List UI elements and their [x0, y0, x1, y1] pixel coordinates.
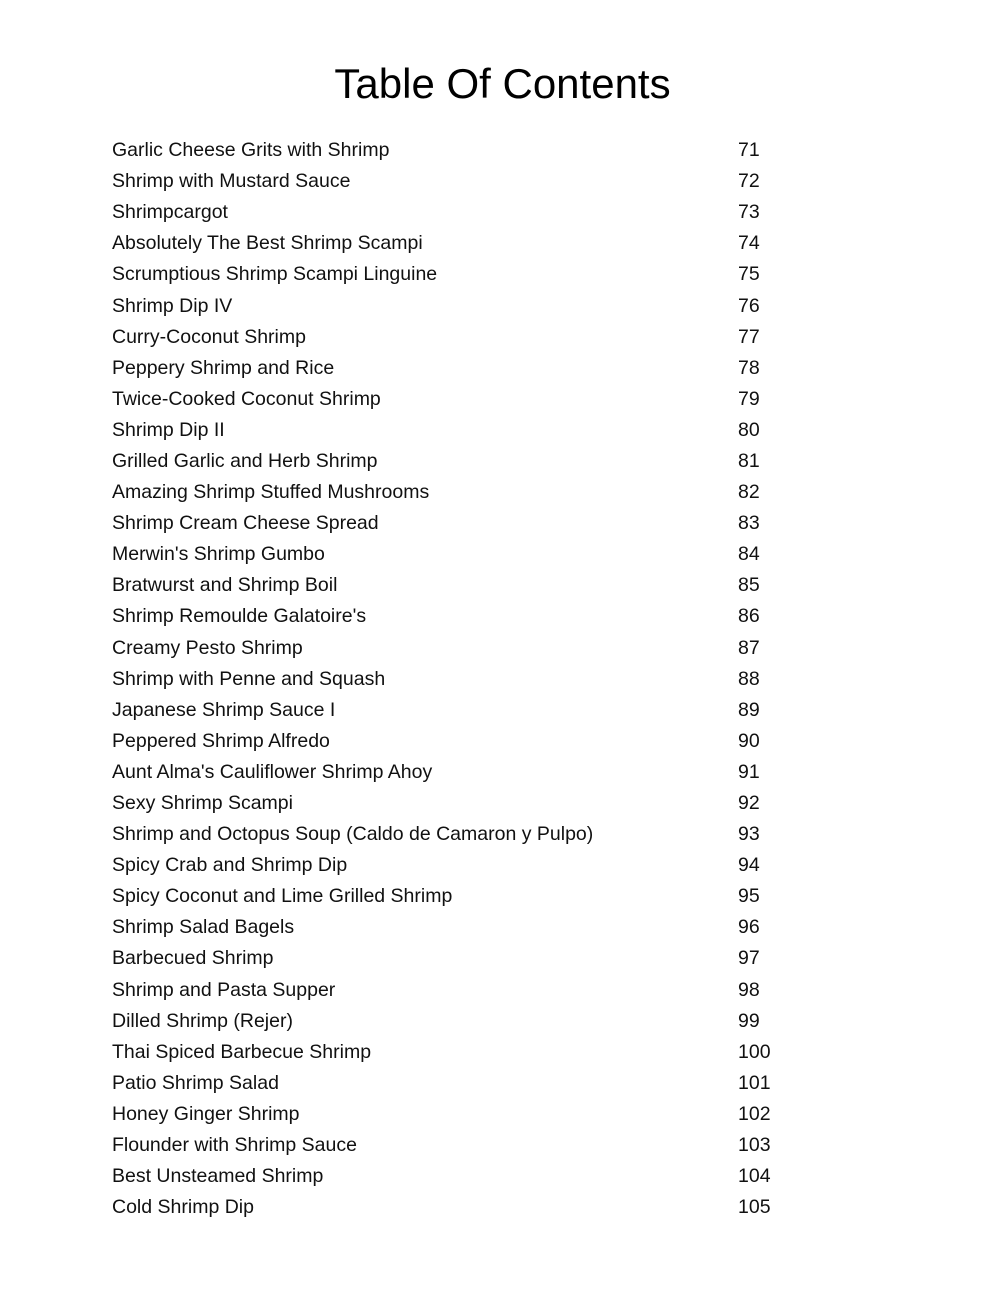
toc-entry-page: 81 — [738, 449, 760, 472]
toc-entry[interactable] — [112, 757, 792, 788]
toc-entry-title: Bratwurst and Shrimp Boil — [112, 574, 338, 597]
toc-entry-page: 76 — [738, 294, 760, 317]
toc-entry-title: Absolutely The Best Shrimp Scampi — [112, 232, 423, 255]
toc-entry-page: 92 — [738, 792, 760, 815]
toc-entry-page: 72 — [738, 170, 760, 193]
toc-entry-page: 96 — [738, 916, 760, 939]
toc-entry-title: Garlic Cheese Grits with Shrimp — [112, 139, 390, 162]
toc-entry-page: 99 — [738, 1009, 760, 1032]
toc-entry-title: Dilled Shrimp (Rejer) — [112, 1009, 293, 1032]
toc-entry-title: Shrimp Dip IV — [112, 294, 233, 317]
toc-entry-page: 87 — [738, 636, 760, 659]
toc-entry-title: Japanese Shrimp Sauce I — [112, 698, 336, 721]
toc-entry-title: Shrimp Dip II — [112, 418, 225, 441]
toc-entry-page: 90 — [738, 729, 760, 752]
toc-entry[interactable] — [112, 943, 792, 974]
toc-entry-title: Shrimp Remoulde Galatoire's — [112, 605, 367, 628]
toc-entry-page: 86 — [738, 605, 760, 628]
toc-entry[interactable] — [112, 228, 792, 259]
toc-entry-title: Peppered Shrimp Alfredo — [112, 729, 330, 752]
toc-entry[interactable] — [112, 819, 792, 850]
toc-entry-title: Peppery Shrimp and Rice — [112, 356, 335, 379]
toc-entry[interactable] — [112, 695, 792, 726]
toc-entry-page: 82 — [738, 481, 760, 504]
toc-entry[interactable] — [112, 197, 792, 228]
toc-entry[interactable] — [112, 633, 792, 664]
toc-entry-page: 89 — [738, 698, 760, 721]
toc-entry[interactable] — [112, 975, 792, 1006]
toc-entry-title: Shrimp Cream Cheese Spread — [112, 512, 379, 535]
toc-entry-page: 91 — [738, 760, 760, 783]
toc-entry[interactable] — [112, 384, 792, 415]
toc-entry-title: Shrimp Salad Bagels — [112, 916, 295, 939]
toc-entry-title: Shrimpcargot — [112, 201, 228, 224]
toc-entry-page: 71 — [738, 139, 760, 162]
toc-entry[interactable] — [112, 1130, 792, 1161]
toc-entry-page: 73 — [738, 201, 760, 224]
toc-entry-title: Merwin's Shrimp Gumbo — [112, 543, 325, 566]
toc-entry[interactable] — [112, 1192, 792, 1223]
toc-entry-title: Amazing Shrimp Stuffed Mushrooms — [112, 481, 430, 504]
toc-entry-page: 84 — [738, 543, 760, 566]
toc-entry[interactable] — [112, 726, 792, 757]
toc-entry-title: Barbecued Shrimp — [112, 947, 274, 970]
toc-entry-title: Shrimp and Octopus Soup (Caldo de Camaron y Pulpo) — [112, 823, 594, 846]
toc-entry-page: 85 — [738, 574, 760, 597]
toc-entry[interactable] — [112, 881, 792, 912]
toc-entry[interactable] — [112, 1037, 792, 1068]
toc-entry-title: Grilled Garlic and Herb Shrimp — [112, 449, 378, 472]
toc-entry-page: 94 — [738, 854, 760, 877]
toc-entry-page: 80 — [738, 418, 760, 441]
toc-entry-title: Thai Spiced Barbecue Shrimp — [112, 1040, 372, 1063]
toc-entry-title: Aunt Alma's Cauliflower Shrimp Ahoy — [112, 760, 433, 783]
toc-entry[interactable] — [112, 477, 792, 508]
toc-entry-title: Patio Shrimp Salad — [112, 1071, 279, 1094]
toc-entry[interactable] — [112, 446, 792, 477]
toc-entry[interactable] — [112, 1068, 792, 1099]
toc-entry[interactable] — [112, 259, 792, 290]
toc-entry-title: Flounder with Shrimp Sauce — [112, 1134, 357, 1157]
toc-entry-page: 75 — [738, 263, 760, 286]
toc-entry[interactable] — [112, 166, 792, 197]
toc-entry[interactable] — [112, 415, 792, 446]
toc-entry[interactable] — [112, 508, 792, 539]
toc-entry-title: Sexy Shrimp Scampi — [112, 792, 293, 815]
toc-entry[interactable] — [112, 290, 792, 321]
toc-entry[interactable] — [112, 850, 792, 881]
toc-entry-page: 102 — [738, 1102, 771, 1125]
toc-entry-page: 103 — [738, 1134, 771, 1157]
toc-list — [112, 135, 792, 1223]
page-title: Table Of Contents — [334, 60, 671, 107]
toc-entry-title: Creamy Pesto Shrimp — [112, 636, 303, 659]
toc-entry[interactable] — [112, 1099, 792, 1130]
toc-entry-title: Curry-Coconut Shrimp — [112, 325, 306, 348]
toc-entry-page: 74 — [738, 232, 760, 255]
toc-entry-title: Shrimp and Pasta Supper — [112, 978, 336, 1001]
toc-entry-title: Shrimp with Penne and Squash — [112, 667, 386, 690]
toc-entry-page: 83 — [738, 512, 760, 535]
toc-entry-title: Cold Shrimp Dip — [112, 1196, 254, 1219]
toc-entry-page: 100 — [738, 1040, 771, 1063]
toc-entry-page: 95 — [738, 885, 760, 908]
toc-entry[interactable] — [112, 601, 792, 632]
toc-entry-page: 97 — [738, 947, 760, 970]
toc-entry-page: 98 — [738, 978, 760, 1001]
toc-entry[interactable] — [112, 788, 792, 819]
toc-entry[interactable] — [112, 539, 792, 570]
toc-entry[interactable] — [112, 353, 792, 384]
toc-entry-title: Honey Ginger Shrimp — [112, 1102, 300, 1125]
toc-entry[interactable] — [112, 322, 792, 353]
toc-entry-title: Scrumptious Shrimp Scampi Linguine — [112, 263, 438, 286]
toc-entry[interactable] — [112, 1006, 792, 1037]
toc-entry-page: 88 — [738, 667, 760, 690]
toc-entry[interactable] — [112, 912, 792, 943]
toc-entry-page: 93 — [738, 823, 760, 846]
toc-entry[interactable] — [112, 135, 792, 166]
toc-entry-page: 101 — [738, 1071, 771, 1094]
toc-entry-title: Best Unsteamed Shrimp — [112, 1165, 324, 1188]
toc-entry-page: 104 — [738, 1165, 771, 1188]
toc-entry[interactable] — [112, 1161, 792, 1192]
toc-entry-title: Spicy Crab and Shrimp Dip — [112, 854, 348, 877]
toc-entry-page: 79 — [738, 387, 760, 410]
toc-entry-title: Twice-Cooked Coconut Shrimp — [112, 387, 381, 410]
toc-entry-title: Shrimp with Mustard Sauce — [112, 170, 351, 193]
toc-entry-page: 105 — [738, 1196, 771, 1219]
toc-entry-page: 77 — [738, 325, 760, 348]
toc-entry-page: 78 — [738, 356, 760, 379]
toc-entry[interactable] — [112, 570, 792, 601]
toc-entry[interactable] — [112, 664, 792, 695]
toc-entry-title: Spicy Coconut and Lime Grilled Shrimp — [112, 885, 453, 908]
